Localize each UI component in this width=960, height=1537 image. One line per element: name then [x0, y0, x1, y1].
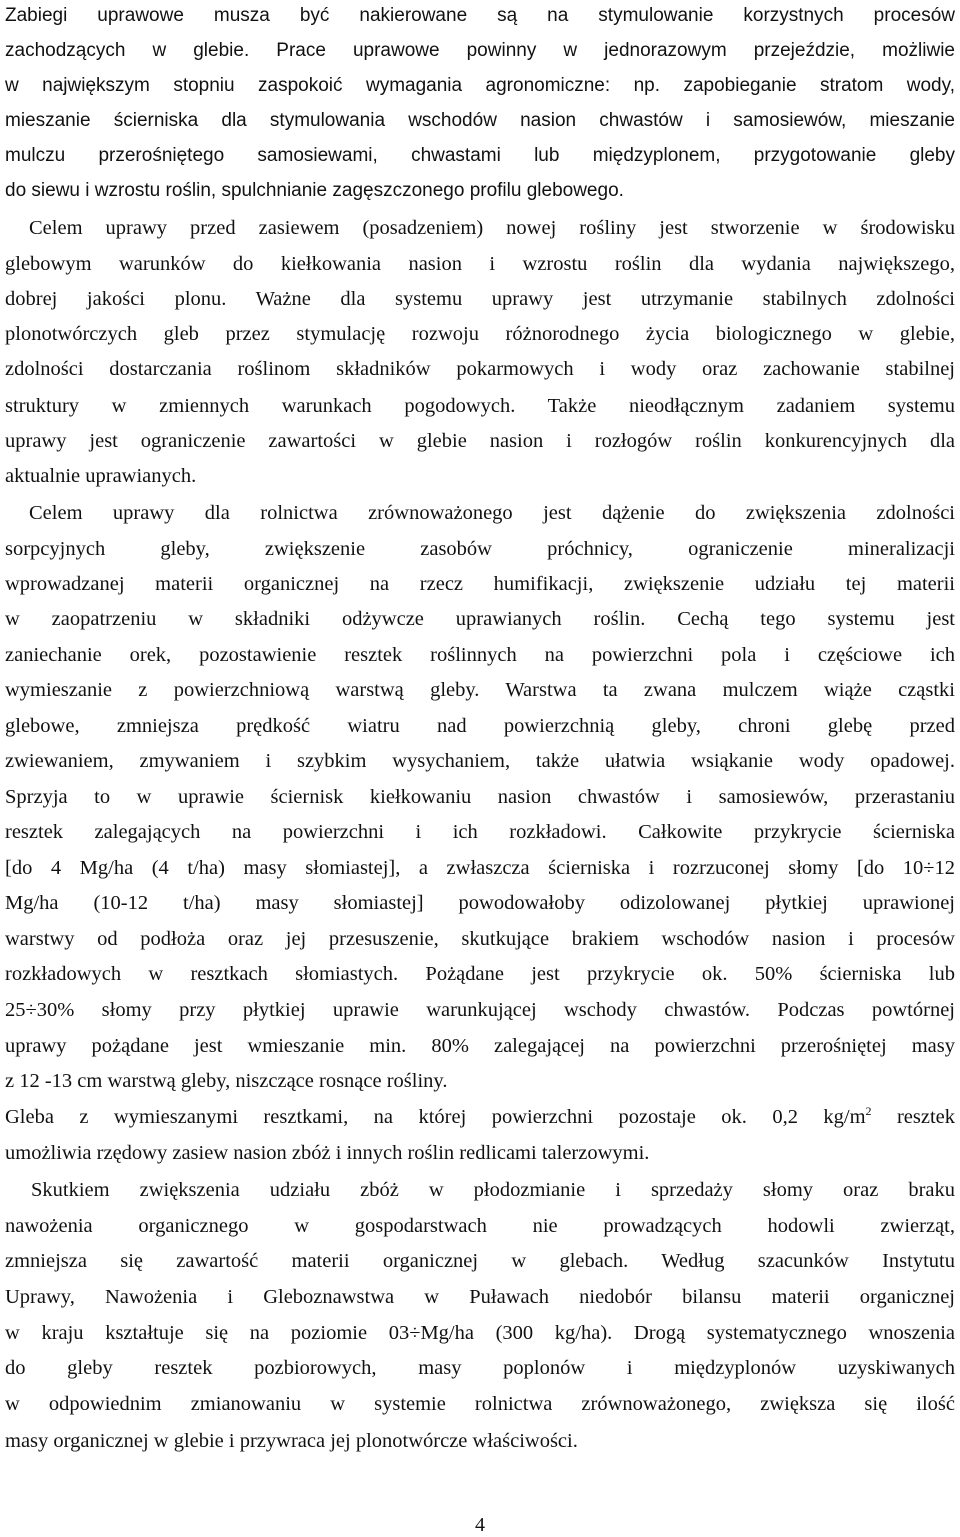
- paragraph-line: aktualnie uprawianych.: [5, 465, 197, 487]
- paragraph-line: [do 4 Mg/ha (4 t/ha) masy słomiastej], a zwłaszcza ścierniska i rozrzuconej słomy [do 10÷12: [5, 857, 955, 879]
- page-number: 4: [475, 1514, 485, 1536]
- paragraph-line: uprawy jest ograniczenie zawartości w glebie nasion i rozłogów roślin konkurencyjnych dla: [5, 430, 955, 452]
- paragraph-line: nawożenia organicznego w gospodarstwach nie prowadzących hodowli zwierząt,: [5, 1215, 955, 1237]
- paragraph-line: zmniejsza się zawartość materii organicznej w glebach. Według szacunków Instytutu: [5, 1250, 955, 1272]
- paragraph-line: glebowe, zmniejsza prędkość wiatru nad powierzchnią gleby, chroni glebę przed: [5, 715, 955, 737]
- paragraph-line: Uprawy, Nawożenia i Gleboznawstwa w Puławach niedobór bilansu materii organicznej: [5, 1286, 955, 1308]
- paragraph-line: zaniechanie orek, pozostawienie resztek roślinnych na powierzchni pola i częściowe ich: [5, 644, 955, 666]
- paragraph-line: Mg/ha (10-12 t/ha) masy słomiastej] powodowałoby odizolowanej płytkiej uprawionej: [5, 892, 955, 914]
- paragraph-line: zachodzących w glebie. Prace uprawowe powinny w jednorazowym przejeździe, możliwie: [5, 40, 955, 61]
- paragraph-line: masy organicznej w glebie i przywraca jej plonotwórcze właściwości.: [5, 1430, 578, 1452]
- paragraph-line: plonotwórczych gleb przez stymulację rozwoju różnorodnego życia biologicznego w glebie,: [5, 323, 955, 345]
- paragraph-line: w zaopatrzeniu w składniki odżywcze uprawianych roślin. Cechą tego systemu jest: [5, 608, 955, 630]
- paragraph-line: dobrej jakości plonu. Ważne dla systemu uprawy jest utrzymanie stabilnych zdolności: [5, 288, 955, 310]
- paragraph-line: zwiewaniem, zmywaniem i szybkim wysychaniem, także ułatwia wsiąkanie wody opadowej.: [5, 750, 955, 772]
- paragraph-line: [5, 1104, 955, 1130]
- paragraph-line: resztek zalegających na powierzchni i ich rozkładowi. Całkowite przykrycie ścierniska: [5, 821, 955, 843]
- paragraph-line: do gleby resztek pozbiorowych, masy poplonów i międzyplonów uzyskiwanych: [5, 1357, 955, 1379]
- paragraph-line: w największym stopniu zaspokoić wymagania agronomiczne: np. zapobieganie stratom wody,: [5, 75, 955, 96]
- paragraph-line: uprawy pożądane jest wmieszanie min. 80% zalegającej na powierzchni przerośniętej masy: [5, 1035, 955, 1057]
- paragraph-line: Skutkiem zwiększenia udziału zbóż w płodozmianie i sprzedaży słomy oraz braku: [31, 1179, 955, 1201]
- paragraph-line: mulczu przerośniętego samosiewami, chwastami lub międzyplonem, przygotowanie gleby: [5, 145, 955, 166]
- paragraph-line: Celem uprawy dla rolnictwa zrównoważonego jest dążenie do zwiększenia zdolności: [29, 502, 955, 524]
- superscript: 2: [865, 1104, 872, 1119]
- paragraph-line-tail: resztek: [871, 1106, 956, 1128]
- paragraph-line: w kraju kształtuje się na poziomie 03÷Mg/ha (300 kg/ha). Drogą systematycznego wnoszenia: [5, 1322, 955, 1344]
- paragraph-line: z 12 -13 cm warstwą gleby, niszczące rosnące rośliny.: [5, 1070, 448, 1092]
- paragraph-line: umożliwia rzędowy zasiew nasion zbóż i innych roślin redlicami talerzowymi.: [5, 1142, 650, 1164]
- paragraph-line: Celem uprawy przed zasiewem (posadzeniem) nowej rośliny jest stworzenie w środowisku: [29, 217, 955, 239]
- paragraph-line: wprowadzanej materii organicznej na rzecz humifikacji, zwiększenie udziału tej materii: [5, 573, 955, 595]
- paragraph-line: Sprzyja to w uprawie ściernisk kiełkowaniu nasion chwastów i samosiewów, przerastaniu: [5, 786, 955, 808]
- paragraph-line: wymieszanie z powierzchniową warstwą gleby. Warstwa ta zwana mulczem wiąże cząstki: [5, 679, 955, 701]
- paragraph-line: Zabiegi uprawowe musza być nakierowane są na stymulowanie korzystnych procesów: [5, 5, 955, 26]
- paragraph-line: rozkładowych w resztkach słomiastych. Pożądane jest przykrycie ok. 50% ścierniska lub: [5, 963, 955, 985]
- paragraph-line: zdolności dostarczania roślinom składników pokarmowych i wody oraz zachowanie stabilnej: [5, 358, 955, 380]
- paragraph-line: struktury w zmiennych warunkach pogodowych. Także nieodłącznym zadaniem systemu: [5, 395, 955, 417]
- paragraph-line: w odpowiednim zmianowaniu w systemie rolnictwa zrównoważonego, zwiększa się ilość: [5, 1393, 955, 1415]
- paragraph-line: warstwy od podłoża oraz jej przesuszenie, skutkujące brakiem wschodów nasion i procesów: [5, 928, 955, 950]
- paragraph-line: glebowym warunków do kiełkowania nasion i wzrostu roślin dla wydania największego,: [5, 253, 955, 275]
- paragraph-line: 25÷30% słomy przy płytkiej uprawie warunkującej wschody chwastów. Podczas powtórnej: [5, 999, 955, 1021]
- paragraph-line: mieszanie ścierniska dla stymulowania wschodów nasion chwastów i samosiewów, mieszanie: [5, 110, 955, 131]
- paragraph-line: do siewu i wzrostu roślin, spulchnianie zagęszczonego profilu glebowego.: [5, 180, 624, 201]
- paragraph-line: sorpcyjnych gleby, zwiększenie zasobów próchnicy, ograniczenie mineralizacji: [5, 538, 955, 560]
- paragraph-line-text: Gleba z wymieszanymi resztkami, na której powierzchni pozostaje ok. 0,2 kg/m: [5, 1106, 866, 1128]
